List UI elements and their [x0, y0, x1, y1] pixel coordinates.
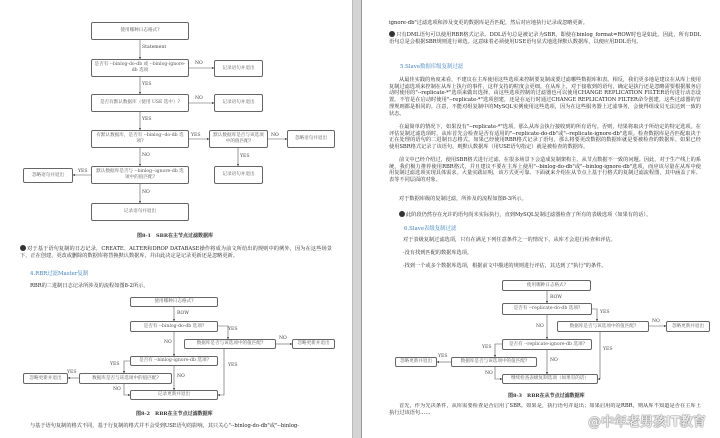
flow-label: YES: [438, 354, 448, 359]
figure-caption: 图8-2 RBR在主节点过滤数据库: [136, 411, 213, 417]
figure-caption: 图8-3 RBR在从节点过滤数据库: [508, 393, 585, 399]
flow-box: 是否有 --binlog-ignore-db 选项?: [130, 356, 218, 366]
flow-box: 数据库是否与该选项中的值匹配?: [184, 339, 276, 349]
flow-label: NO: [142, 153, 150, 158]
flow-box: 数据库是否与该选项中的值匹配?: [451, 357, 537, 367]
flow-box: 有默认数据库，是否有 --binlog--do-db 选项?: [91, 130, 189, 148]
flow-label: Statement: [142, 45, 167, 50]
flow-label: YES: [142, 117, 152, 122]
flow-box: 记录语句并退出: [214, 60, 263, 77]
flow-box: 是否有默认数据库（使用 USE 选中）?: [91, 94, 189, 112]
flow-label: YES: [482, 345, 492, 350]
flow-box: 忽略更新并退出: [395, 357, 437, 367]
flow-label: NO: [652, 319, 660, 324]
flow-box: 是否有 --binlog-do-db 或 --binlog-ignore-db 选项: [91, 59, 189, 77]
note-text: 对于基于语句复制的日志记录，CREATE、ALTER和DROP DATABASE操作将成为前文所给出的规则中的例外，因为在这些场景下，正在创建、更改或删除的数据库将替换默认数据库，并由此决定是记录更新还是忽略更新。: [20, 246, 332, 259]
flow-label: YES: [228, 363, 238, 368]
note-icon: [399, 211, 405, 217]
note-text: 只有DML语句可以使用RBR格式记录。DDL语句总是被记录为SBR，即使在binlog_format=ROW时也是如此。因此，所有DDL语句总是会根据SBR规则进行筛选。这意味着必须使用USE语句显式地选择默认数据库，以便应用DDL语句。: [389, 32, 701, 45]
flow-label: YES: [228, 327, 238, 332]
note-text: 此阶段仍然存在允许的语句尚未实际执行，直到MySQL复制过滤器检查了所有的表级选项（如果有的话）。: [406, 212, 652, 218]
flow-label: NO: [164, 340, 172, 345]
flow-box: 数据库是否与该选项中的值匹配?: [557, 321, 649, 332]
paragraph: 前文中已经介绍过，使用SBR格式进行过滤，在很多场景下会造成复制架构主、从节点数据不一致的问题。因此，对于生产线上的系统，我们极力推荐使用RBR格式，并且建议不要在主库上使用"--binlog-do-db"或"--binlog-ignore-db"选项，而应该尽量在从库中使用复制过滤选项实现具体需求。大量实践证明，该方式更可靠。下面就来介绍在从节点上基于行格式的复制过滤流程图，其中涵盖了库、表等不同层面的对象。: [389, 157, 701, 184]
flow-label: ROW: [550, 295, 562, 300]
section-heading: 6.Slave表级复制过滤: [404, 226, 457, 232]
flow-box: 忽略更新并退出: [292, 339, 335, 349]
flow-label: YES: [600, 310, 610, 315]
flow-label: NO: [485, 371, 493, 376]
flow-box: 忽略语句并退出: [23, 168, 73, 183]
flow-box: 是否有 --binlog-do-db 选项?: [130, 321, 218, 332]
flow-label: NO: [177, 374, 185, 379]
flow-label: YES: [142, 82, 152, 87]
paragraph: 从最佳实践的角度来看，不建议在主库使用这些选项来控制要复制或要过滤哪些数据库和表。相反，我们更多地是建议在从库上使用复制过滤选项来控制在从库上执行的事件，这样支持的粒度会更细。在从库上，对于接收到的语句，确定是执行还是忽略需要根据服务启动时使用的"--replicate-*"选项来做出选择，由这些选项控制的过滤器也可以使用CHANGE REPLICATION FILTER语句进行动态设置。不管是在启动时使用"--replicate-*"选项创建，还是在运行时通过CHANGE REPLICATION FILTER命令创建，这些过滤器的管理规则都是相同的。注意，不能对组复制中的MySQL实例使用这些选项，因为在这些服务器上过滤事务，会使得组成员无法达到一致的状态。: [389, 77, 701, 117]
flow-box: 记录语句并退出: [91, 203, 189, 221]
paragraph: 对于表级复制过滤选项，只有在满足下列任意条件之一的情况下，从库才会进行检查和评估。: [403, 237, 616, 243]
flow-label: YES: [191, 133, 201, 138]
note-icon: [20, 245, 26, 251]
flow-box: 记录更新并退出: [130, 390, 218, 400]
paragraph: 首先，作为先决条件，从库需要检查是否启用了SBR。如果是，执行语句并退出；如果启用的是RBR，则从库不知道是否在主库上执行过该语句……: [389, 403, 701, 416]
note-paragraph: [20, 245, 332, 259]
flow-label: NO: [536, 324, 544, 329]
figure-caption: 图8-1 SBR在主节点过滤数据库: [137, 233, 214, 239]
flow-box: 默认数据库是否与该选项中的值匹配?: [209, 130, 268, 148]
list-item: ·找到一个或多个数据库选项，根据前文中描述的规则进行评估，其达到了"执行"的条件。: [403, 263, 607, 269]
flow-label: NO: [550, 358, 558, 363]
flow-label: YES: [240, 154, 250, 159]
flow-label: NO: [195, 96, 203, 101]
paragraph: RBR的二进制日志记录所涉及的流程如图8-2所示。: [30, 283, 149, 289]
flow-label: YES: [603, 347, 613, 352]
flow-box: 记录语句并退出: [214, 94, 263, 112]
list-item: ·没有找到匹配的数据库选项。: [403, 250, 473, 256]
flow-box: 忽略更新并退出: [23, 373, 68, 384]
paragraph: ignore-db"过滤选项和涉及变更的数据库是否匹配，然后对应地执行记录或忽略更新。: [389, 20, 588, 26]
flow-box: 是否有 --replicate-ignore-db 选项?: [502, 339, 592, 350]
flow-box: 使用哪种日志格式?: [130, 297, 218, 307]
flow-box: 数据库是否与该选项中的值匹配?: [79, 373, 172, 384]
flow-box: 使用哪种日志格式?: [91, 22, 189, 40]
flow-box: 忽略更新并退出: [666, 321, 710, 332]
paragraph: 在最简单的情况下，如果没有"--replicate-*"选项，那么从库会执行接收到的所有语句。否则，结果将取决于所给定的特定选项。在评估复制过滤选项时，从库首先会检查是否有适用的"--replicate-do-db"或"--replicate-ignore-db"选项。检查数据库是否匹配取决于正在处理的语句的二进制日志格式。如果已经使用RBR格式记录了语句，那么将要更改数据的数据库就是要被检查的数据库。如果已经使用SBR格式记录了该语句，则默认数据库（用USE语句指定）就是被检查的数据库。: [389, 124, 701, 151]
paragraph: 对于数据库级的复制过滤，所涉及的流程如图8-3所示。: [399, 196, 527, 202]
flow-label: YES: [110, 362, 120, 367]
flow-label: NO: [271, 133, 279, 138]
note-icon: [389, 31, 395, 37]
paragraph: 与基于语句复制的格式不同，基于行复制的格式并不会受到USE语句的影响，其只关心"--binlog-do-db"或"--binlog-: [30, 423, 300, 429]
flow-label: NO: [195, 61, 203, 66]
flow-box: 继续检查表级复制选项（如果有的话）: [502, 374, 598, 384]
flow-box: 忽略语句并退出: [287, 130, 335, 148]
flow-box: 是否有 --replicate-do-db 选项?: [502, 303, 592, 315]
flow-label: ROW: [177, 311, 189, 316]
flow-box: 使用哪种日志格式?: [502, 280, 591, 291]
flow-label: YES: [78, 169, 88, 174]
flow-box: 记录语句并退出: [214, 166, 263, 184]
flow-label: NO: [279, 336, 287, 341]
note-paragraph: [399, 211, 701, 219]
note-paragraph: [389, 31, 701, 45]
section-heading: 4.RBR过滤Master复制: [30, 271, 89, 277]
flow-label: NO: [113, 387, 121, 392]
section-heading: 5.Slave数据库级复制过滤: [400, 64, 464, 70]
flow-label: NO: [142, 190, 150, 195]
watermark: @中年老男孩IT教育: [588, 415, 706, 430]
flow-box: 默认数据库是否与 --binlog--ignore-db 选项中的值匹配?: [91, 166, 189, 184]
flow-label: YES: [67, 370, 77, 375]
